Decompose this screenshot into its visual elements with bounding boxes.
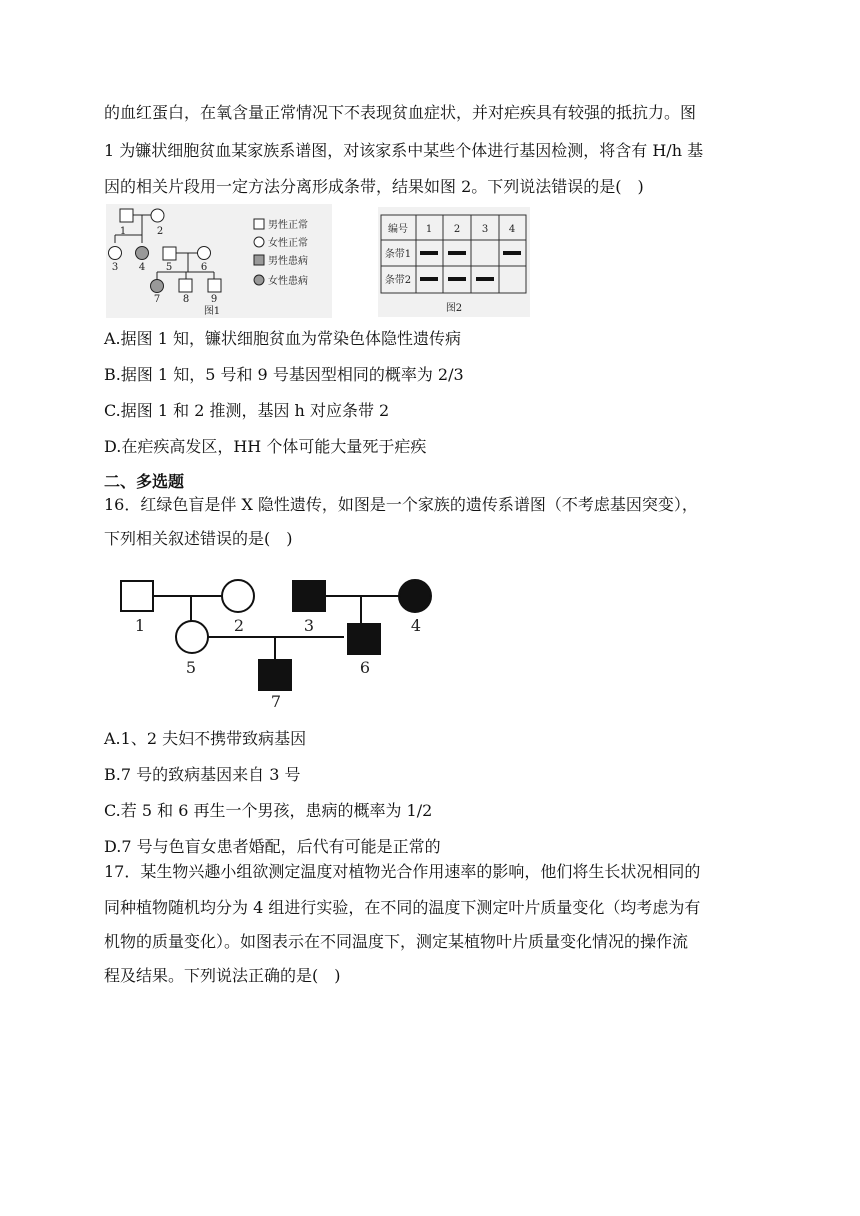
table-row-band-1-label: 条带1: [384, 249, 412, 260]
pedigree-6-female-normal: [198, 247, 211, 260]
legend-male-affected-icon: [254, 255, 264, 265]
table-header-2: 2: [453, 224, 461, 235]
pedigree-16-3-male-affected: [293, 581, 325, 611]
q15-option-c: C.据图 1 和 2 推测，基因 h 对应条带 2: [104, 401, 390, 420]
pedigree-1-male-normal: [120, 209, 133, 222]
legend-female-normal: 女性正常: [268, 238, 308, 249]
pedigree-2-female-normal: [151, 209, 164, 222]
legend-female-affected: 女性患病: [268, 276, 308, 287]
pedigree-16-7-male-affected: [259, 660, 291, 690]
q16-option-d: D.7 号与色盲女患者婚配，后代有可能是正常的: [104, 837, 441, 856]
pedigree-label-2: 2: [156, 226, 164, 237]
table-row-band-2-label: 条带2: [384, 275, 412, 286]
q17-line-4: 程及结果。下列说法正确的是( ): [104, 966, 341, 985]
legend-male-normal: 男性正常: [268, 220, 308, 231]
pedigree-label-5: 5: [165, 262, 173, 273]
pedigree-16-4-female-affected: [399, 580, 431, 612]
band-mark-row2-col3: [476, 277, 494, 281]
legend-female-affected-icon: [254, 275, 264, 285]
q16-option-a: A.1、2 夫妇不携带致病基因: [104, 729, 307, 748]
band-mark-row1-col2: [448, 251, 466, 255]
q15-line-1: 的血红蛋白，在氧含量正常情况下不表现贫血症状，并对疟疾具有较强的抵抗力。图: [104, 103, 697, 122]
band-mark-row1-col1: [420, 251, 438, 255]
table-header-1: 1: [425, 224, 433, 235]
table-header-3: 3: [481, 224, 489, 235]
pedigree-16-label-2: 2: [233, 616, 245, 635]
q15-line-2: 1 为镰状细胞贫血某家族系谱图，对该家系中某些个体进行基因检测，将含有 H/h 基: [104, 141, 704, 160]
figure-2-caption: 图2: [445, 303, 463, 314]
q16-option-c: C.若 5 和 6 再生一个男孩，患病的概率为 1/2: [104, 801, 433, 820]
pedigree-label-8: 8: [182, 294, 190, 305]
pedigree-5-male-normal: [163, 247, 176, 260]
table-header-label: 编号: [388, 224, 408, 235]
figure-q16-pedigree: [116, 578, 446, 712]
pedigree-label-7: 7: [153, 294, 161, 305]
pedigree-16-1-male-normal: [121, 581, 153, 611]
pedigree-16-label-4: 4: [410, 616, 422, 635]
figure-2-band-table: [378, 207, 530, 317]
q17-line-3: 机物的质量变化）。如图表示在不同温度下，测定某植物叶片质量变化情况的操作流: [104, 932, 689, 951]
legend-female-normal-icon: [254, 237, 264, 247]
pedigree-16-label-5: 5: [185, 658, 197, 677]
pedigree-4-female-affected: [136, 247, 149, 260]
pedigree-16-label-3: 3: [303, 616, 315, 635]
q15-option-b: B.据图 1 知，5 号和 9 号基因型相同的概率为 2/3: [104, 365, 464, 384]
q16-line-1: 16．红绿色盲是伴 X 隐性遗传，如图是一个家族的遗传系谱图（不考虑基因突变），: [104, 495, 698, 514]
q16-line-2: 下列相关叙述错误的是( ): [104, 529, 293, 548]
pedigree-16-2-female-normal: [222, 580, 254, 612]
pedigree-3-female-normal: [109, 247, 122, 260]
table-header-4: 4: [508, 224, 516, 235]
pedigree-8-male-normal: [179, 279, 192, 292]
q17-line-1: 17．某生物兴趣小组欲测定温度对植物光合作用速率的影响，他们将生长状况相同的: [104, 862, 701, 881]
pedigree-7-female-affected: [151, 280, 164, 293]
legend-male-affected: 男性患病: [268, 256, 308, 267]
q15-option-a: A.据图 1 知，镰状细胞贫血为常染色体隐性遗传病: [104, 329, 461, 348]
pedigree-16-label-1: 1: [134, 616, 146, 635]
band-mark-row1-col4: [503, 251, 521, 255]
pedigree-label-9: 9: [210, 294, 218, 305]
band-mark-row2-col1: [420, 277, 438, 281]
pedigree-16-5-female-normal: [176, 621, 208, 653]
figure-1-caption: 图1: [203, 306, 221, 317]
pedigree-label-4: 4: [138, 262, 146, 273]
pedigree-9-male-normal: [208, 279, 221, 292]
pedigree-16-6-male-affected: [348, 624, 380, 654]
q15-line-3: 因的相关片段用一定方法分离形成条带，结果如图 2。下列说法错误的是( ): [104, 177, 644, 196]
q15-option-d: D.在疟疾高发区，HH 个体可能大量死于疟疾: [104, 437, 427, 456]
band-mark-row2-col2: [448, 277, 466, 281]
pedigree-label-3: 3: [111, 262, 119, 273]
q16-option-b: B.7 号的致病基因来自 3 号: [104, 765, 301, 784]
q17-line-2: 同种植物随机均分为 4 组进行实验，在不同的温度下测定叶片质量变化（均考虑为有: [104, 898, 701, 917]
pedigree-16-label-6: 6: [359, 658, 371, 677]
figure-1-pedigree: [106, 204, 332, 318]
legend-male-normal-icon: [254, 219, 264, 229]
pedigree-16-label-7: 7: [270, 692, 282, 711]
pedigree-label-1: 1: [119, 226, 127, 237]
pedigree-label-6: 6: [200, 262, 208, 273]
section-heading: 二、多选题: [104, 472, 185, 491]
